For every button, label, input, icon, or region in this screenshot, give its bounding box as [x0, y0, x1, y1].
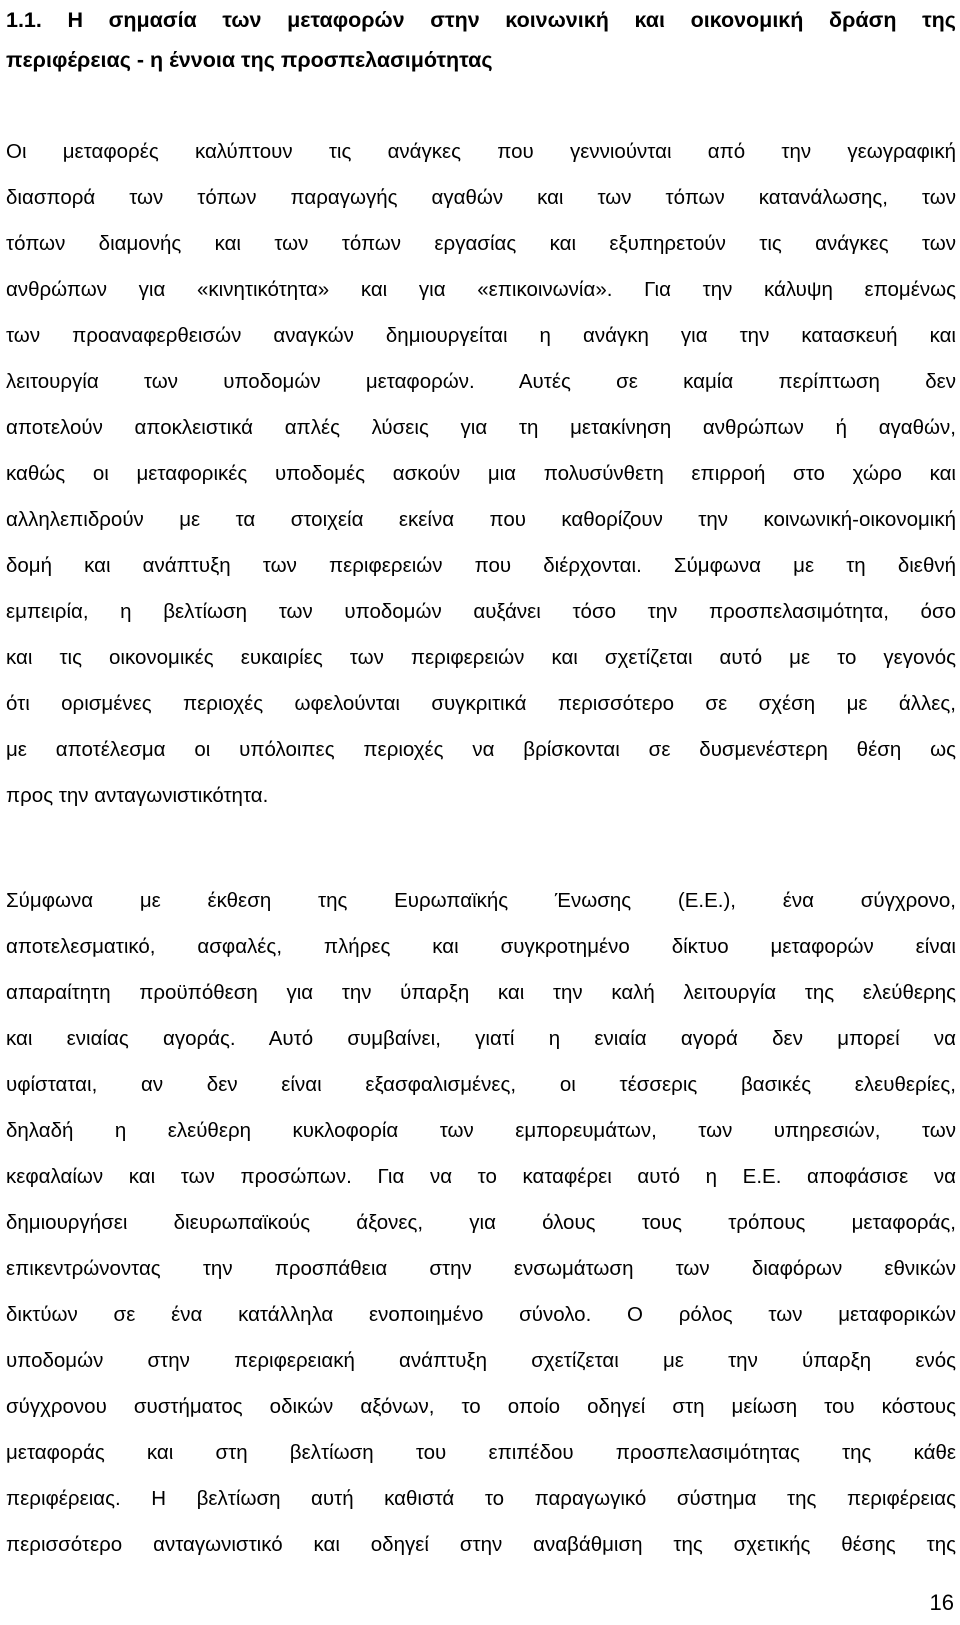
paragraph-line: υποδομών στην περιφερειακή ανάπτυξη σχετίζεται με την ύπαρξη ενός — [6, 1349, 956, 1372]
paragraph-line: των προαναφερθεισών αναγκών δημιουργείται η ανάγκη για την κατασκευή και — [6, 324, 956, 347]
heading-line: περιφέρειας - η έννοια της προσπελασιμότητας — [6, 48, 493, 72]
heading-line: 1.1. Η σημασία των μεταφορών στην κοινωνική και οικονομική δράση της — [6, 8, 956, 32]
paragraph-line: και ενιαίας αγοράς. Αυτό συμβαίνει, γιατί η ενιαία αγορά δεν μπορεί να — [6, 1027, 956, 1050]
paragraph-transport-needs — [6, 129, 956, 819]
paragraph-line: απαραίτητη προϋπόθεση για την ύπαρξη και την καλή λειτουργία της ελεύθερης — [6, 981, 956, 1004]
paragraph-line: δομή και ανάπτυξη των περιφερειών που διέρχονται. Σύμφωνα με τη διεθνή — [6, 554, 956, 577]
paragraph-line: περισσότερο ανταγωνιστικό και οδηγεί στην αναβάθμιση της σχετικής θέσης της — [6, 1533, 956, 1556]
paragraph-line: περιφέρειας. Η βελτίωση αυτή καθιστά το παραγωγικό σύστημα της περιφέρειας — [6, 1487, 956, 1510]
paragraph-line: Σύμφωνα με έκθεση της Ευρωπαϊκής Ένωσης (Ε.Ε.), ένα σύγχρονο, — [6, 889, 956, 912]
paragraph-line: ότι ορισμένες περιοχές ωφελούνται συγκριτικά περισσότερο σε σχέση με άλλες, — [6, 692, 956, 715]
paragraph-line: με αποτέλεσμα οι υπόλοιπες περιοχές να βρίσκονται σε δυσμενέστερη θέση ως — [6, 738, 956, 761]
paragraph-line: Οι μεταφορές καλύπτουν τις ανάγκες που γεννιούνται από την γεωγραφική — [6, 140, 956, 163]
paragraph-line: επικεντρώνοντας την προσπάθεια στην ενσωμάτωση των διαφόρων εθνικών — [6, 1257, 956, 1280]
paragraph-eu-report — [6, 878, 956, 1568]
paragraph-line: κεφαλαίων και των προσώπων. Για να το καταφέρει αυτό η Ε.Ε. αποφάσισε να — [6, 1165, 956, 1188]
paragraph-line: δικτύων σε ένα κατάλληλα ενοποιημένο σύνολο. Ο ρόλος των μεταφορικών — [6, 1303, 956, 1326]
paragraph-line: τόπων διαμονής και των τόπων εργασίας και εξυπηρετούν τις ανάγκες των — [6, 232, 956, 255]
paragraph-line: εμπειρία, η βελτίωση των υποδομών αυξάνει τόσο την προσπελασιμότητα, όσο — [6, 600, 956, 623]
paragraph-line: διασπορά των τόπων παραγωγής αγαθών και των τόπων κατανάλωσης, των — [6, 186, 956, 209]
paragraph-line: δηλαδή η ελεύθερη κυκλοφορία των εμπορευμάτων, των υπηρεσιών, των — [6, 1119, 956, 1142]
paragraph-line: αλληλεπιδρούν με τα στοιχεία εκείνα που καθορίζουν την κοινωνική-οικονομική — [6, 508, 956, 531]
paragraph-line: και τις οικονομικές ευκαιρίες των περιφερειών και σχετίζεται αυτό με το γεγονός — [6, 646, 956, 669]
paragraph-line: υφίσταται, αν δεν είναι εξασφαλισμένες, οι τέσσερις βασικές ελευθερίες, — [6, 1073, 956, 1096]
paragraph-line: μεταφοράς και στη βελτίωση του επιπέδου προσπελασιμότητας της κάθε — [6, 1441, 956, 1464]
paragraph-line: σύγχρονου συστήματος οδικών αξόνων, το οποίο οδηγεί στη μείωση του κόστους — [6, 1395, 956, 1418]
section-heading — [6, 0, 956, 80]
page-number: 16 — [929, 1590, 954, 1615]
paragraph-line: ανθρώπων για «κινητικότητα» και για «επικοινωνία». Για την κάλυψη επομένως — [6, 278, 956, 301]
paragraph-line: λειτουργία των υποδομών μεταφορών. Αυτές σε καμία περίπτωση δεν — [6, 370, 956, 393]
paragraph-line: δημιουργήσει διευρωπαϊκούς άξονες, για όλους τους τρόπους μεταφοράς, — [6, 1211, 956, 1234]
paragraph-line: αποτελούν αποκλειστικά απλές λύσεις για τη μετακίνηση ανθρώπων ή αγαθών, — [6, 416, 956, 439]
document-page — [6, 0, 956, 1568]
paragraph-line: καθώς οι μεταφορικές υποδομές ασκούν μια πολυσύνθετη επιρροή στο χώρο και — [6, 462, 956, 485]
paragraph-line: προς την ανταγωνιστικότητα. — [6, 784, 269, 807]
paragraph-line: αποτελεσματικό, ασφαλές, πλήρες και συγκροτημένο δίκτυο μεταφορών είναι — [6, 935, 956, 958]
